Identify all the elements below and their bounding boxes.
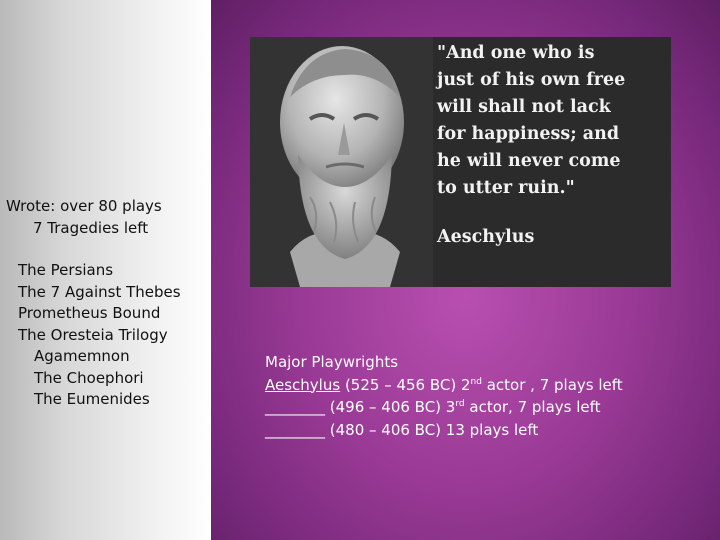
- quote-line: just of his own free: [437, 70, 626, 90]
- trilogy-play: Agamemnon: [34, 347, 130, 365]
- quote-author: Aeschylus: [437, 227, 535, 247]
- playwrights-text: [265, 351, 705, 441]
- playwright-row: [265, 374, 705, 397]
- playwright-row: [265, 396, 705, 419]
- quote-line: "And one who is: [437, 43, 595, 63]
- play-title: The Oresteia Trilogy: [18, 325, 168, 344]
- playwright-row: [265, 419, 705, 442]
- trilogy-play: The Eumenides: [34, 390, 150, 408]
- aeschylus-quote-image: [250, 37, 671, 287]
- play-title: The 7 Against Thebes: [18, 282, 181, 301]
- ordinal-suffix: nd: [470, 376, 482, 387]
- playwright-dates: (480 – 406 BC) 13 plays left: [325, 420, 539, 439]
- section-heading: Major Playwrights: [265, 353, 399, 371]
- quote-line: he will never come: [437, 151, 621, 171]
- playwright-detail: actor, 7 plays left: [464, 398, 601, 416]
- quote-line: will shall not lack: [437, 97, 611, 117]
- ordinal-suffix: rd: [455, 399, 465, 409]
- trilogy-play: The Choephori: [34, 368, 144, 387]
- playwright-dates: (496 – 406 BC) 3: [325, 398, 456, 416]
- quote-line: for happiness; and: [437, 124, 620, 144]
- wrote-line: Wrote: over 80 plays: [6, 197, 162, 215]
- quote-text: [437, 40, 667, 202]
- tragedies-line: 7 Tragedies left: [33, 218, 149, 237]
- left-text-block: [6, 196, 211, 411]
- playwright-dates: (525 – 456 BC) 2: [340, 375, 471, 394]
- quote-line: to utter ruin.": [437, 178, 575, 198]
- playwright-detail: actor , 7 plays left: [481, 375, 623, 394]
- playwright-name-blank: ________: [265, 398, 325, 416]
- play-title: Prometheus Bound: [18, 304, 161, 322]
- playwright-name: Aeschylus: [265, 375, 341, 394]
- play-title: The Persians: [18, 261, 114, 279]
- playwright-name-blank: ________: [265, 420, 325, 439]
